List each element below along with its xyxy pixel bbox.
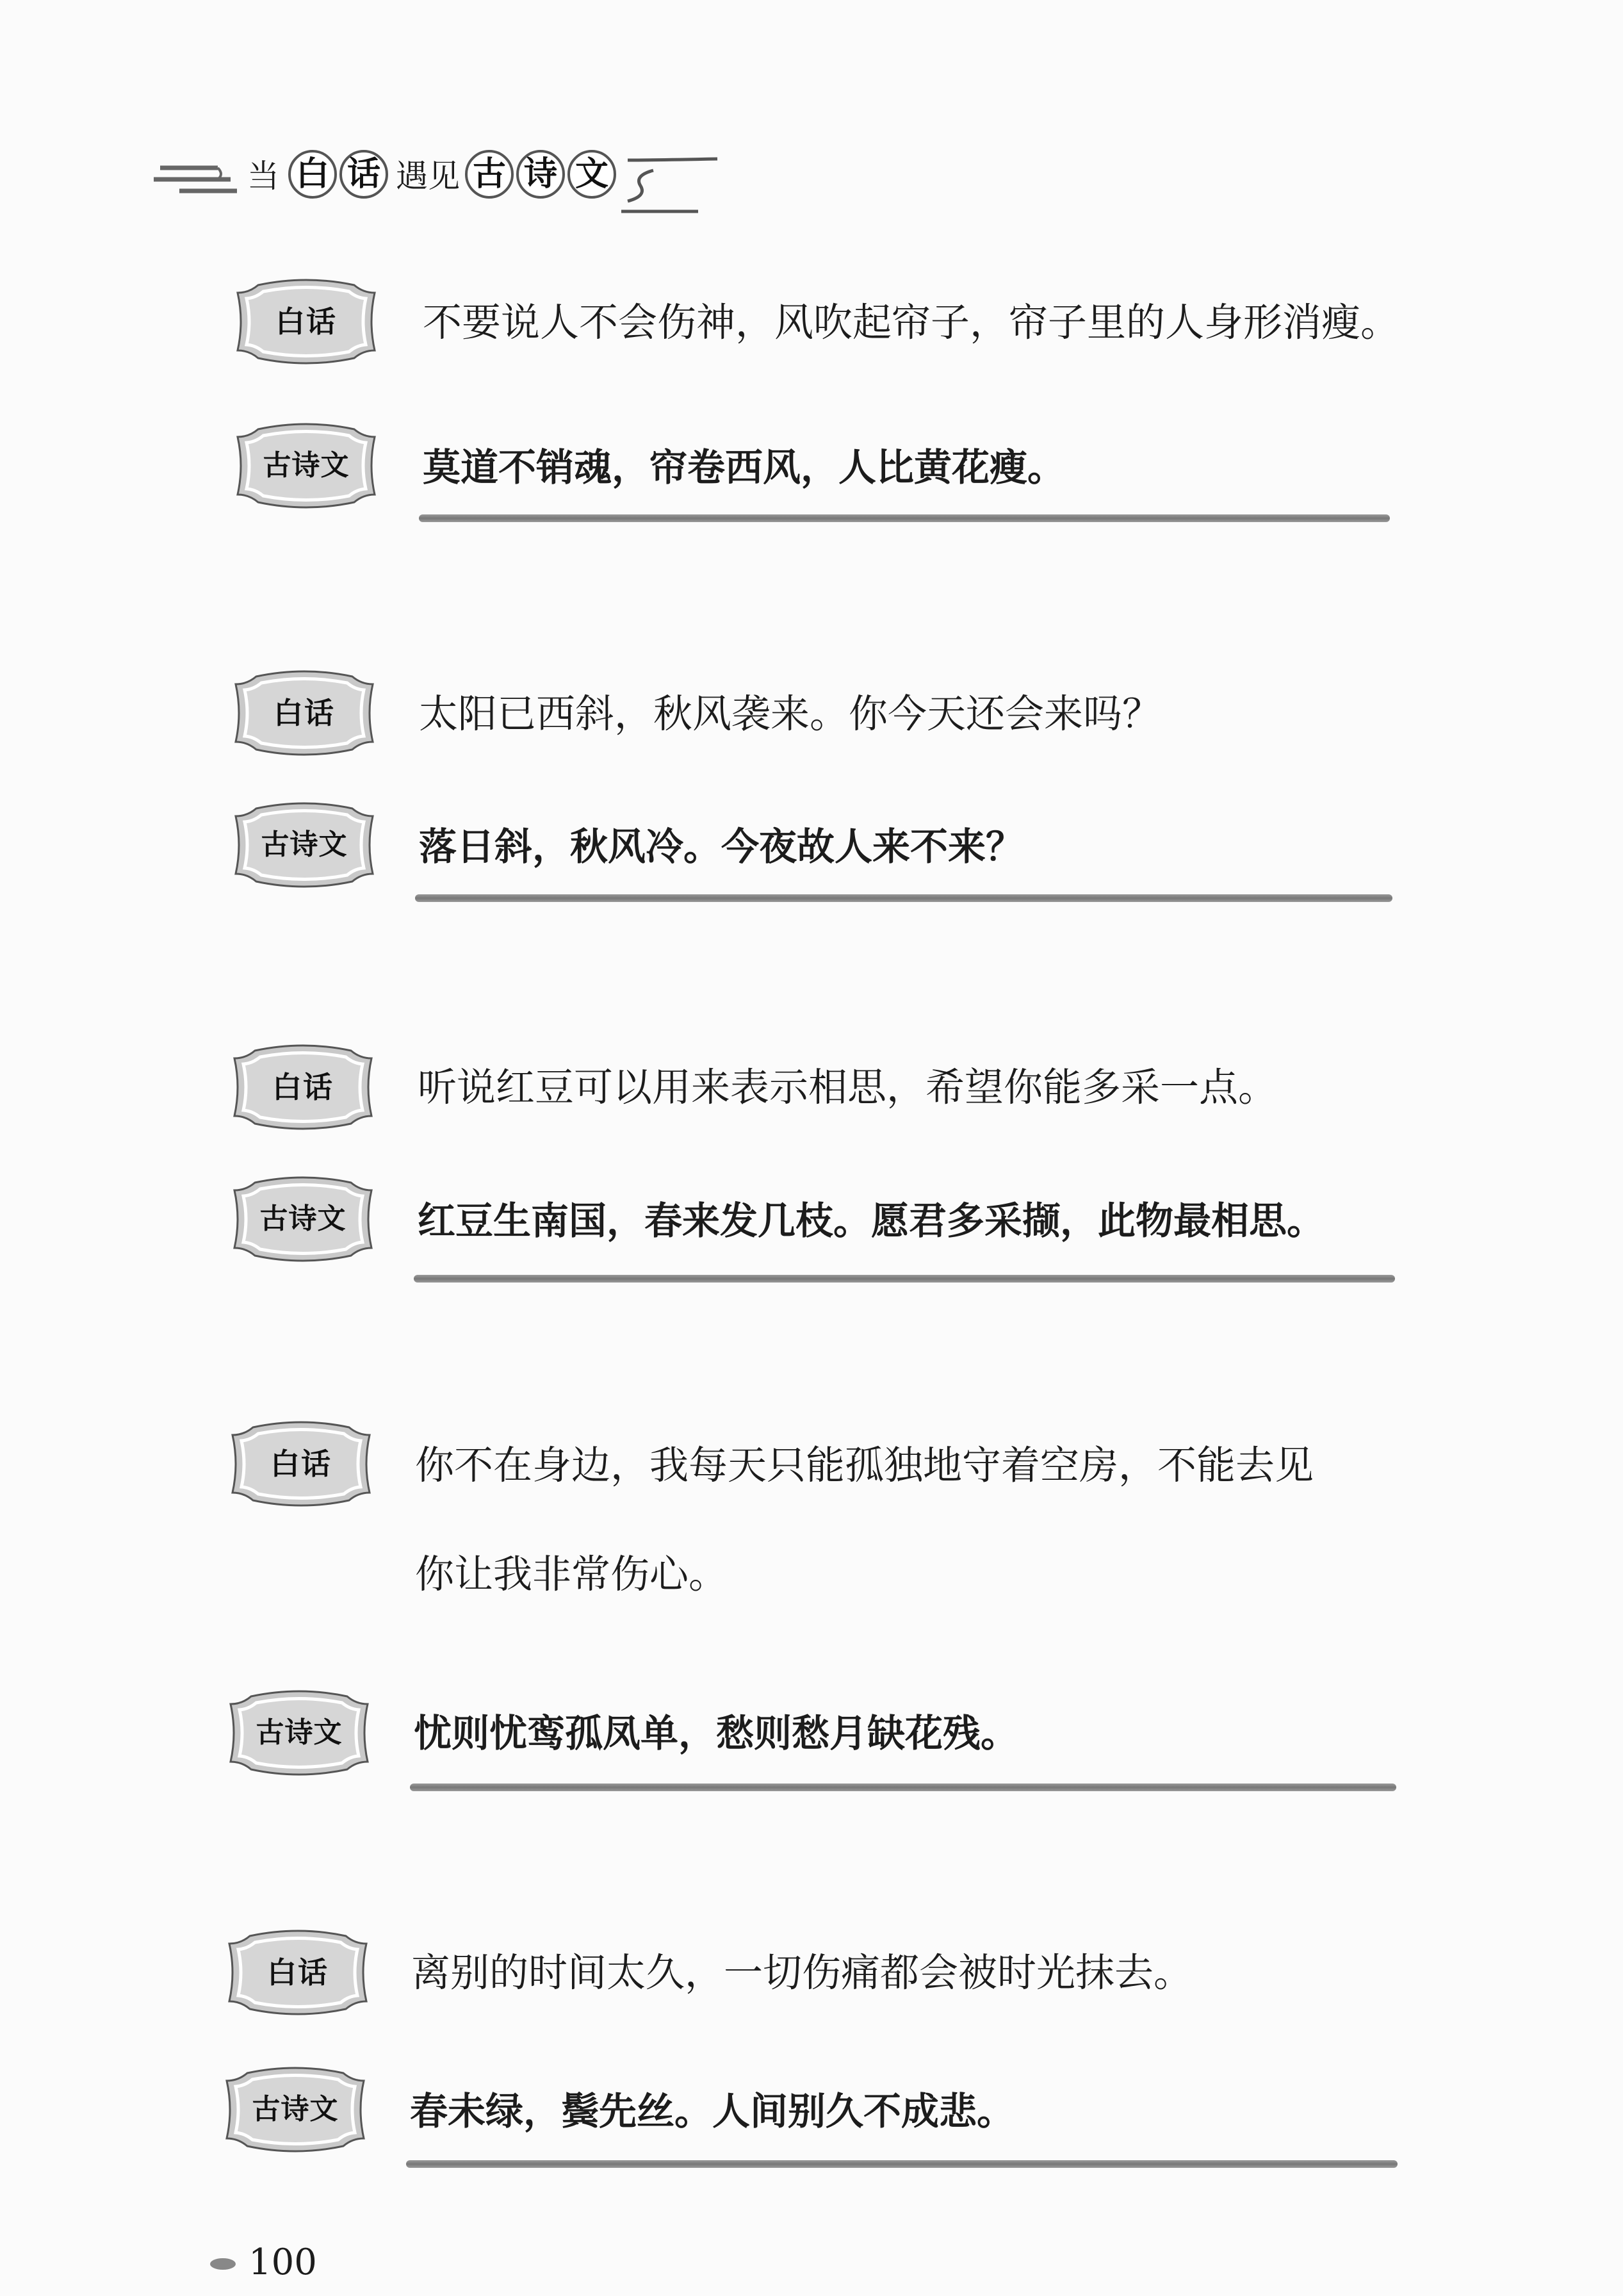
header-char-dang: 当 bbox=[247, 158, 279, 195]
gushiwen-text: 莫道不销魂，帘卷西风，人比黄花瘦。 bbox=[423, 445, 1066, 489]
header-char-bai: 白 bbox=[288, 150, 337, 199]
divider-rule bbox=[419, 514, 1390, 522]
header-char-hua: 话 bbox=[339, 150, 388, 199]
header-char-shi: 诗 bbox=[516, 150, 565, 199]
gushiwen-badge: 古诗文 bbox=[225, 1685, 373, 1781]
gushiwen-badge: 古诗文 bbox=[222, 2062, 369, 2158]
baihua-text: 离别的时间太久，一切伤痛都会被时光抹去。 bbox=[411, 1950, 1193, 1996]
gushiwen-badge: 古诗文 bbox=[229, 1171, 377, 1267]
baihua-text: 不要说人不会伤神，风吹起帘子，帘子里的人身形消瘦。 bbox=[423, 300, 1400, 345]
header-word-yujian: 遇见 bbox=[396, 158, 460, 195]
baihua-badge: 白话 bbox=[227, 1416, 375, 1512]
divider-rule bbox=[406, 2160, 1398, 2168]
gushiwen-badge: 古诗文 bbox=[231, 797, 378, 893]
gushiwen-text: 春未绿，鬓先丝。人间别久不成悲。 bbox=[410, 2089, 1015, 2133]
baihua-text-continued: 你让我非常伤心。 bbox=[415, 1552, 728, 1597]
baihua-text: 听说红豆可以用来表示相思，希望你能多采一点。 bbox=[418, 1065, 1278, 1110]
gushiwen-text: 落日斜，秋风冷。今夜故人来不来？ bbox=[419, 824, 1024, 869]
divider-rule bbox=[414, 1275, 1395, 1283]
gushiwen-text: 红豆生南国，春来发几枝。愿君多采撷，此物最相思。 bbox=[418, 1199, 1325, 1243]
header-char-gu: 古 bbox=[465, 150, 514, 199]
baihua-text: 你不在身边，我每天只能孤独地守着空房，不能去见 bbox=[415, 1443, 1314, 1488]
header-char-wen: 文 bbox=[567, 150, 616, 199]
baihua-badge: 白话 bbox=[224, 1924, 371, 2021]
wave-ornament-right-icon bbox=[615, 147, 730, 218]
gushiwen-text: 忧则忧鸾孤凤单，愁则愁月缺花残。 bbox=[414, 1711, 1019, 1755]
divider-rule bbox=[410, 1784, 1396, 1791]
running-header bbox=[154, 141, 653, 218]
divider-rule bbox=[415, 894, 1392, 902]
baihua-text: 太阳已西斜，秋风袭来。你今天还会来吗？ bbox=[419, 691, 1162, 737]
cloud-ornament-left-icon bbox=[154, 159, 243, 197]
baihua-badge: 白话 bbox=[231, 665, 378, 761]
gushiwen-badge: 古诗文 bbox=[232, 418, 380, 514]
baihua-badge: 白话 bbox=[229, 1039, 377, 1135]
baihua-badge: 白话 bbox=[232, 274, 380, 370]
page-number: 100 bbox=[249, 2242, 317, 2283]
page-marker-icon bbox=[209, 2256, 237, 2272]
